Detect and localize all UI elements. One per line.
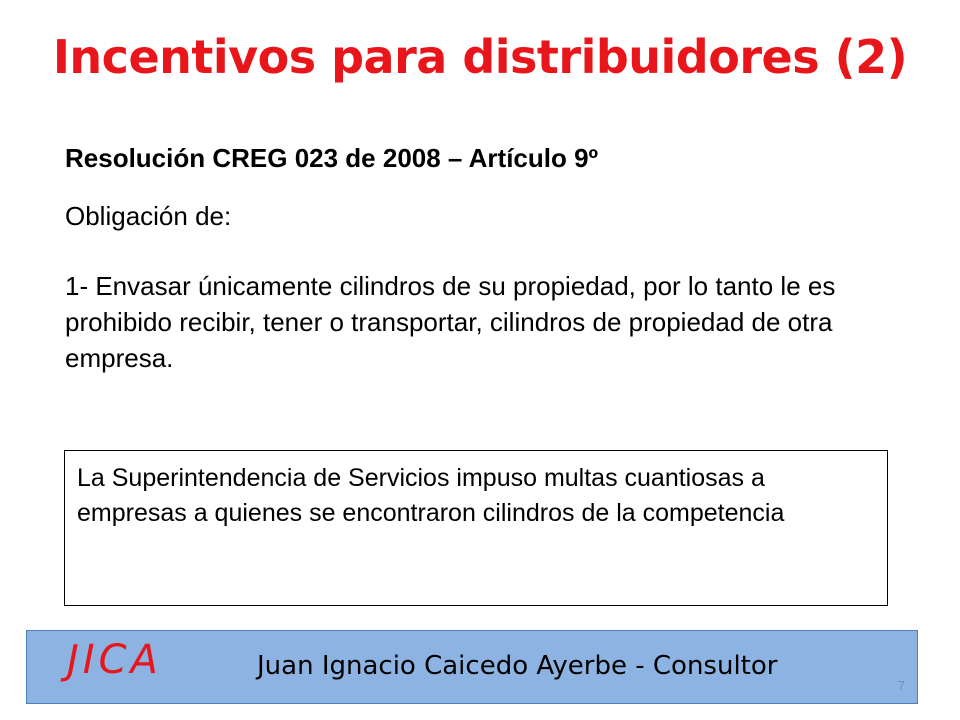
slide-title: Incentivos para distribuidores (2) bbox=[52, 30, 908, 84]
footer-bar bbox=[26, 630, 918, 704]
resolution-subheading: Resolución CREG 023 de 2008 – Artículo 9º bbox=[65, 143, 599, 173]
obligation-label: Obligación de: bbox=[65, 201, 232, 231]
jica-logo: JICA bbox=[67, 637, 162, 683]
footer-credit: Juan Ignacio Caicedo Ayerbe - Consultor bbox=[257, 651, 778, 681]
note-box bbox=[64, 450, 888, 606]
obligation-item: 1- Envasar únicamente cilindros de su propiedad, por lo tanto le es prohibido recibir, tener o transportar, cilindros de propiedad de otra empresa. bbox=[65, 271, 836, 373]
page-number: 7 bbox=[897, 678, 905, 693]
note-text: La Superintendencia de Servicios impuso multas cuantiosas a empresas a quienes se encontraron cilindros de la competencia bbox=[77, 464, 785, 527]
